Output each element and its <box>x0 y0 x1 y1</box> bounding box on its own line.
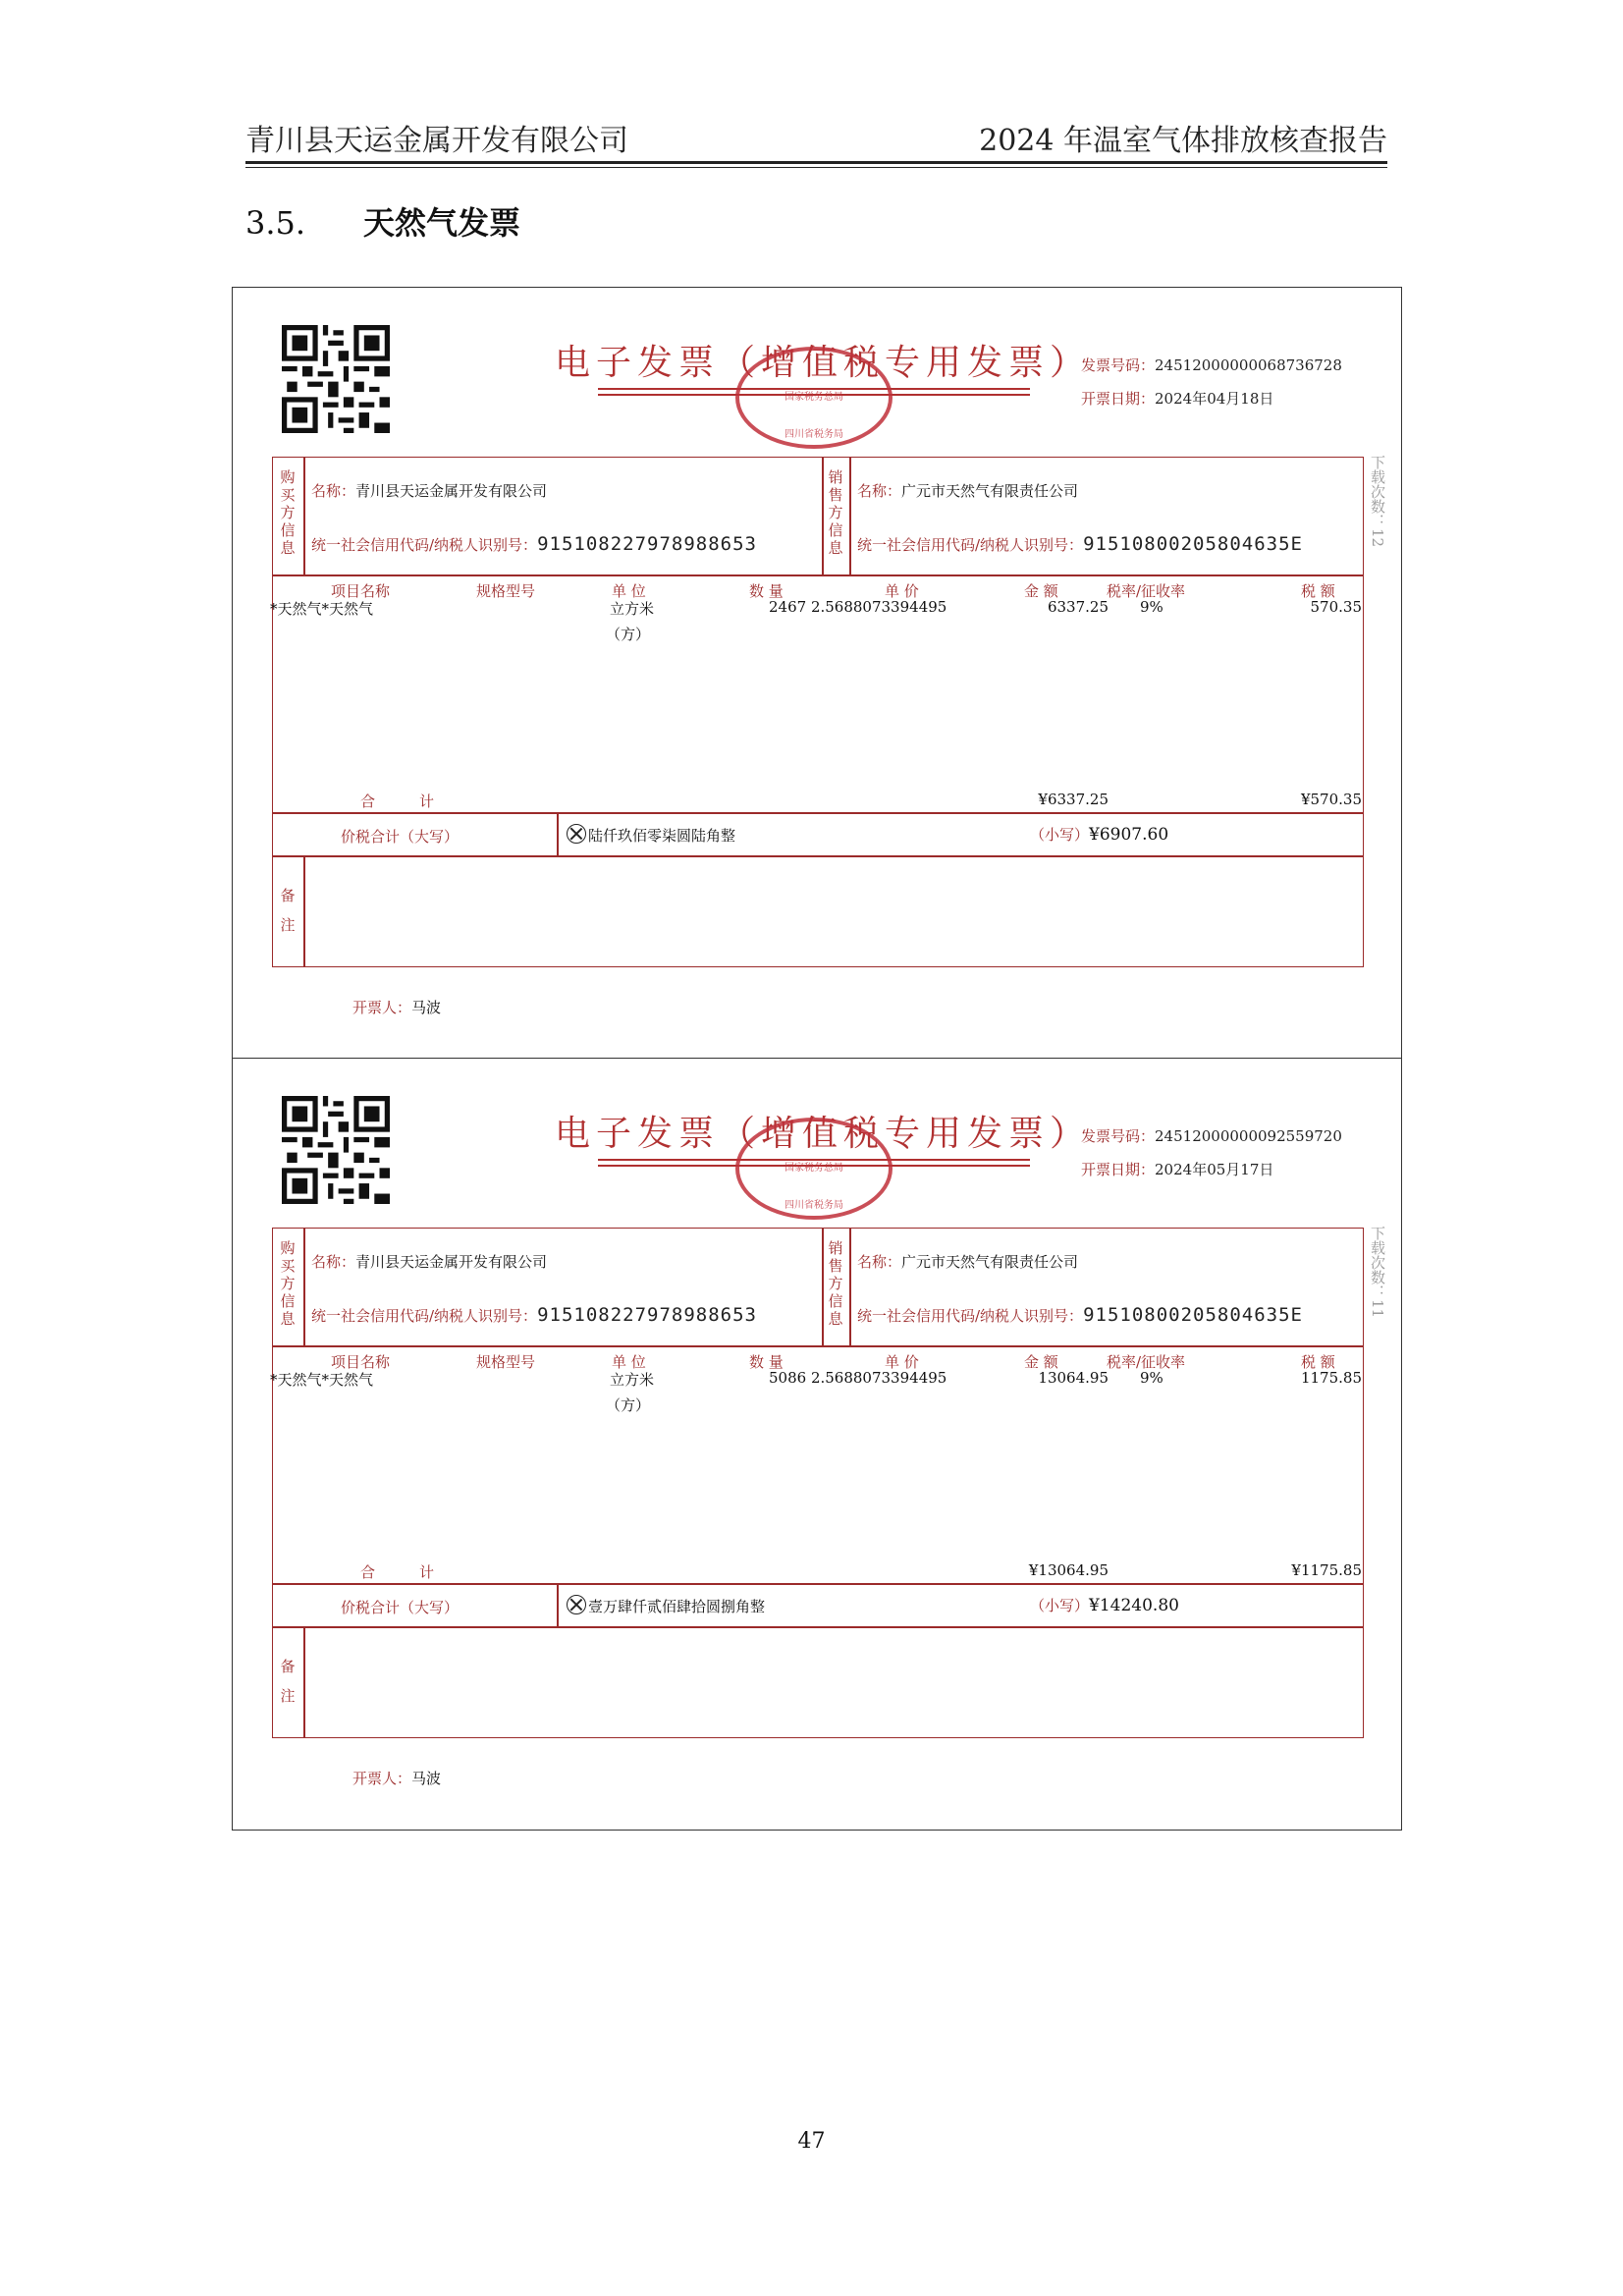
col-divider-buyer <box>303 457 305 574</box>
total-label: 合 计 <box>360 1563 435 1581</box>
row-divider-parties <box>272 574 1364 576</box>
issue-date: 开票日期：2024年04月18日 <box>1081 390 1274 408</box>
row-divider-grand-total <box>272 1626 1364 1628</box>
buyer-side-label: 购买方信息 <box>280 468 296 557</box>
page-header <box>245 116 1387 157</box>
item-rate: 9% <box>1140 598 1163 616</box>
seal-text-bottom: 四川省税务局 <box>784 429 843 440</box>
grand-total-chinese: 陆仟玖佰零柒圆陆角整 <box>567 824 735 846</box>
col-item-name: 项目名称 <box>331 1353 391 1371</box>
grand-total-chinese: 壹万肆仟贰佰肆拾圆捌角整 <box>567 1595 765 1616</box>
seller-name: 名称：广元市天然气有限责任公司 <box>857 482 1079 500</box>
qr-code-icon <box>282 1096 390 1204</box>
buyer-name: 名称：青川县天运金属开发有限公司 <box>311 1253 548 1271</box>
col-rate: 税率/征收率 <box>1107 582 1186 600</box>
grand-total-label: 价税合计（大写） <box>341 1599 460 1616</box>
grand-total-number: （小写）¥6907.60 <box>1030 825 1169 845</box>
col-divider-grand-total <box>557 812 559 855</box>
item-qty-price: 5086 2.5688073394495 <box>769 1369 947 1387</box>
item-unit: 立方米 <box>610 1371 655 1389</box>
item-unit-2: （方） <box>606 626 651 643</box>
qr-code-icon <box>282 325 390 433</box>
grand-total-number: （小写）¥14240.80 <box>1030 1596 1179 1615</box>
col-tax: 税 额 <box>1301 1353 1335 1371</box>
col-price: 单 价 <box>885 1353 919 1371</box>
row-divider-grand-total <box>272 855 1364 857</box>
seller-tax-id: 统一社会信用代码/纳税人识别号：91510800205804635E <box>857 1304 1303 1326</box>
item-rate: 9% <box>1140 1369 1163 1387</box>
col-item-name: 项目名称 <box>331 582 391 600</box>
col-divider-middle <box>822 1228 824 1345</box>
item-amount: 13064.95 <box>1038 1369 1109 1387</box>
remark-label: 备注 <box>280 1658 296 1705</box>
item-tax: 1175.85 <box>1300 1369 1362 1387</box>
col-divider-seller <box>849 1228 851 1345</box>
row-divider-total <box>272 812 1364 814</box>
col-divider-middle <box>822 457 824 574</box>
col-divider-buyer <box>303 1228 305 1345</box>
grand-total-label: 价税合计（大写） <box>341 828 460 846</box>
seal-text-bottom: 四川省税务局 <box>784 1200 843 1211</box>
col-unit: 单 位 <box>612 582 646 600</box>
section-title: 天然气发票 <box>363 204 521 242</box>
col-spec: 规格型号 <box>476 1353 536 1371</box>
seller-name: 名称：广元市天然气有限责任公司 <box>857 1253 1079 1271</box>
buyer-name: 名称：青川县天运金属开发有限公司 <box>311 482 548 500</box>
cross-circle-icon <box>567 1595 586 1614</box>
row-divider-total <box>272 1583 1364 1585</box>
col-amount: 金 额 <box>1024 1353 1058 1371</box>
item-name: *天然气*天然气 <box>270 600 374 618</box>
invoice-title: 电子发票（增值税专用发票） <box>555 343 1092 383</box>
seal-text-top: 国家税务总局 <box>784 1163 843 1174</box>
buyer-side-label: 购买方信息 <box>280 1239 296 1328</box>
col-unit: 单 位 <box>612 1353 646 1371</box>
col-amount: 金 额 <box>1024 582 1058 600</box>
row-divider-parties <box>272 1345 1364 1347</box>
seller-side-label: 销售方信息 <box>828 1239 843 1328</box>
invoice-frame-1 <box>232 287 1402 1059</box>
seller-tax-id: 统一社会信用代码/纳税人识别号：91510800205804635E <box>857 533 1303 555</box>
download-count: 下载次数：11 <box>1369 1226 1386 1319</box>
cross-circle-icon <box>567 824 586 844</box>
total-label: 合 计 <box>360 793 435 810</box>
col-spec: 规格型号 <box>476 582 536 600</box>
official-seal <box>735 1118 893 1220</box>
header-report-title: 2024 年温室气体排放核查报告 <box>979 124 1387 158</box>
col-divider-seller <box>849 457 851 574</box>
section-heading <box>245 198 520 244</box>
col-tax: 税 额 <box>1301 582 1335 600</box>
remark-label: 备注 <box>280 887 296 934</box>
col-price: 单 价 <box>885 582 919 600</box>
section-number: 3.5. <box>245 204 306 242</box>
invoice <box>233 288 1401 1058</box>
invoice <box>233 1059 1401 1830</box>
total-amount: ¥13064.95 <box>1028 1561 1109 1579</box>
col-divider-remark <box>303 855 305 967</box>
total-tax: ¥1175.85 <box>1291 1561 1362 1579</box>
header-company: 青川县天运金属开发有限公司 <box>245 124 628 158</box>
item-amount: 6337.25 <box>1047 598 1109 616</box>
total-amount: ¥6337.25 <box>1038 791 1109 808</box>
col-qty: 数 量 <box>749 582 784 600</box>
issue-date: 开票日期：2024年05月17日 <box>1081 1161 1274 1178</box>
col-rate: 税率/征收率 <box>1107 1353 1186 1371</box>
invoice-number: 发票号码：24512000000068736728 <box>1081 356 1342 374</box>
download-count: 下载次数：12 <box>1369 455 1386 548</box>
issuer: 开票人：马波 <box>352 1770 442 1787</box>
item-tax: 570.35 <box>1310 598 1362 616</box>
item-name: *天然气*天然气 <box>270 1371 374 1389</box>
header-rule-thin <box>245 167 1387 168</box>
seal-text-top: 国家税务总局 <box>784 392 843 403</box>
item-unit-2: （方） <box>606 1396 651 1414</box>
invoice-title: 电子发票（增值税专用发票） <box>555 1114 1092 1154</box>
header-rule <box>245 161 1387 164</box>
buyer-tax-id: 统一社会信用代码/纳税人识别号：915108227978988653 <box>311 533 757 555</box>
col-divider-remark <box>303 1626 305 1738</box>
issuer: 开票人：马波 <box>352 999 442 1016</box>
invoice-number: 发票号码：24512000000092559720 <box>1081 1127 1342 1145</box>
col-divider-grand-total <box>557 1583 559 1626</box>
col-qty: 数 量 <box>749 1353 784 1371</box>
page-number: 47 <box>797 2129 826 2154</box>
item-unit: 立方米 <box>610 600 655 618</box>
invoice-frame-2 <box>232 1059 1402 1831</box>
official-seal <box>735 347 893 449</box>
buyer-tax-id: 统一社会信用代码/纳税人识别号：915108227978988653 <box>311 1304 757 1326</box>
item-qty-price: 2467 2.5688073394495 <box>769 598 947 616</box>
seller-side-label: 销售方信息 <box>828 468 843 557</box>
total-tax: ¥570.35 <box>1300 791 1362 808</box>
